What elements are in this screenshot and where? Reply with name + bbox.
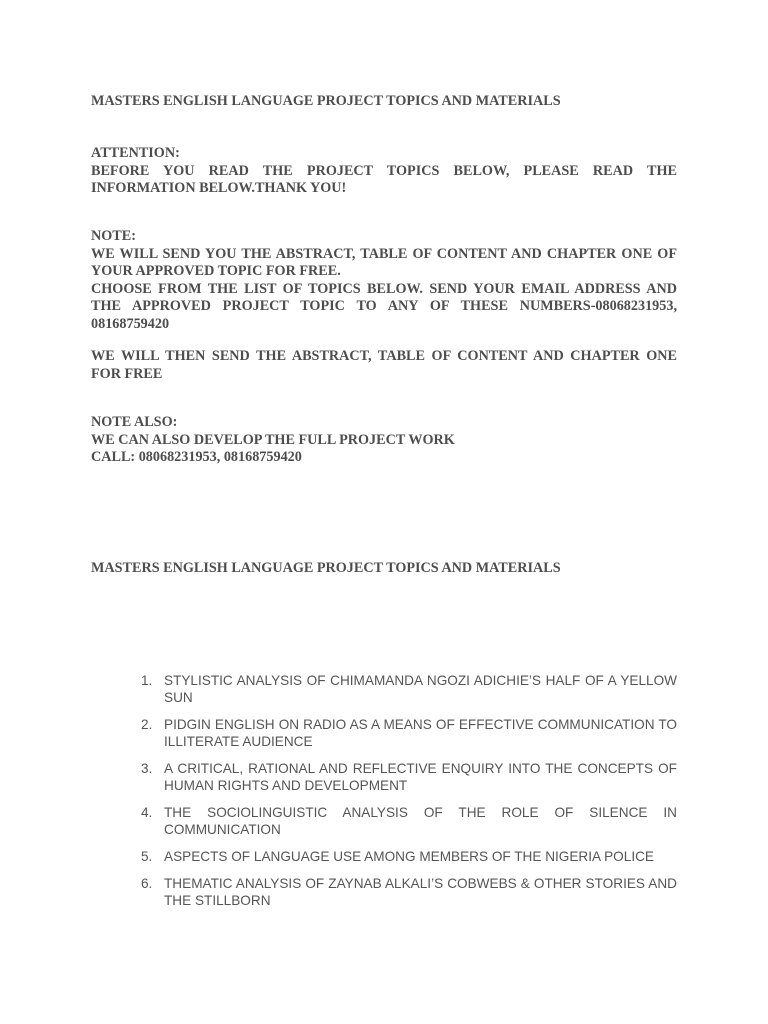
list-item-text: STYLISTIC ANALYSIS OF CHIMAMANDA NGOZI ADICHIE’S HALF OF A YELLOW SUN bbox=[164, 673, 677, 705]
list-item-number: 1. bbox=[141, 673, 153, 688]
list-item bbox=[136, 848, 677, 865]
list-item-text: ASPECTS OF LANGUAGE USE AMONG MEMBERS OF THE NIGERIA POLICE bbox=[164, 849, 654, 864]
list-item bbox=[136, 875, 677, 909]
topic-list bbox=[136, 672, 677, 919]
note-label: NOTE: bbox=[91, 228, 136, 244]
list-item bbox=[136, 672, 677, 706]
attention-label: ATTENTION: bbox=[91, 145, 180, 161]
list-item-number: 4. bbox=[141, 805, 153, 820]
note-also-develop: WE CAN ALSO DEVELOP THE FULL PROJECT WORK bbox=[91, 431, 455, 448]
list-item-number: 5. bbox=[141, 849, 153, 864]
note-paragraph-then: WE WILL THEN SEND THE ABSTRACT, TABLE OF CONTENT AND CHAPTER ONE FOR FREE bbox=[91, 348, 677, 382]
note-also-section bbox=[91, 414, 677, 467]
list-item-text: A CRITICAL, RATIONAL AND REFLECTIVE ENQUIRY INTO THE CONCEPTS OF HUMAN RIGHTS AND DEVELOPMENT bbox=[164, 761, 677, 793]
list-item-number: 2. bbox=[141, 717, 153, 732]
list-item-text: THE SOCIOLINGUISTIC ANALYSIS OF THE ROLE OF SILENCE IN COMMUNICATION bbox=[164, 805, 677, 837]
page-title-bottom: MASTERS ENGLISH LANGUAGE PROJECT TOPICS AND MATERIALS bbox=[91, 560, 561, 576]
note-section bbox=[91, 228, 677, 333]
list-item-number: 6. bbox=[141, 876, 153, 891]
list-item-number: 3. bbox=[141, 761, 153, 776]
list-item bbox=[136, 804, 677, 838]
list-item-text: THEMATIC ANALYSIS OF ZAYNAB ALKALI’S COBWEBS & OTHER STORIES AND THE STILLBORN bbox=[164, 876, 677, 908]
note-paragraph-free: WE WILL SEND YOU THE ABSTRACT, TABLE OF CONTENT AND CHAPTER ONE OF YOUR APPROVED TOPIC FOR FREE. bbox=[91, 245, 677, 279]
attention-text: BEFORE YOU READ THE PROJECT TOPICS BELOW, PLEASE READ THE INFORMATION BELOW.THANK YOU! bbox=[91, 162, 677, 196]
list-item bbox=[136, 716, 677, 750]
note-also-call: CALL: 08068231953, 08168759420 bbox=[91, 449, 302, 465]
list-item-text: PIDGIN ENGLISH ON RADIO AS A MEANS OF EFFECTIVE COMMUNICATION TO ILLITERATE AUDIENCE bbox=[164, 717, 677, 749]
note-also-label: NOTE ALSO: bbox=[91, 414, 178, 430]
page-title-top: MASTERS ENGLISH LANGUAGE PROJECT TOPICS AND MATERIALS bbox=[91, 93, 561, 109]
note-paragraph-choose: CHOOSE FROM THE LIST OF TOPICS BELOW. SEND YOUR EMAIL ADDRESS AND THE APPROVED PROJECT TOPIC TO ANY OF THESE NUMBERS-08068231953, 08168759420 bbox=[91, 280, 677, 332]
list-item bbox=[136, 760, 677, 794]
attention-section bbox=[91, 145, 677, 198]
